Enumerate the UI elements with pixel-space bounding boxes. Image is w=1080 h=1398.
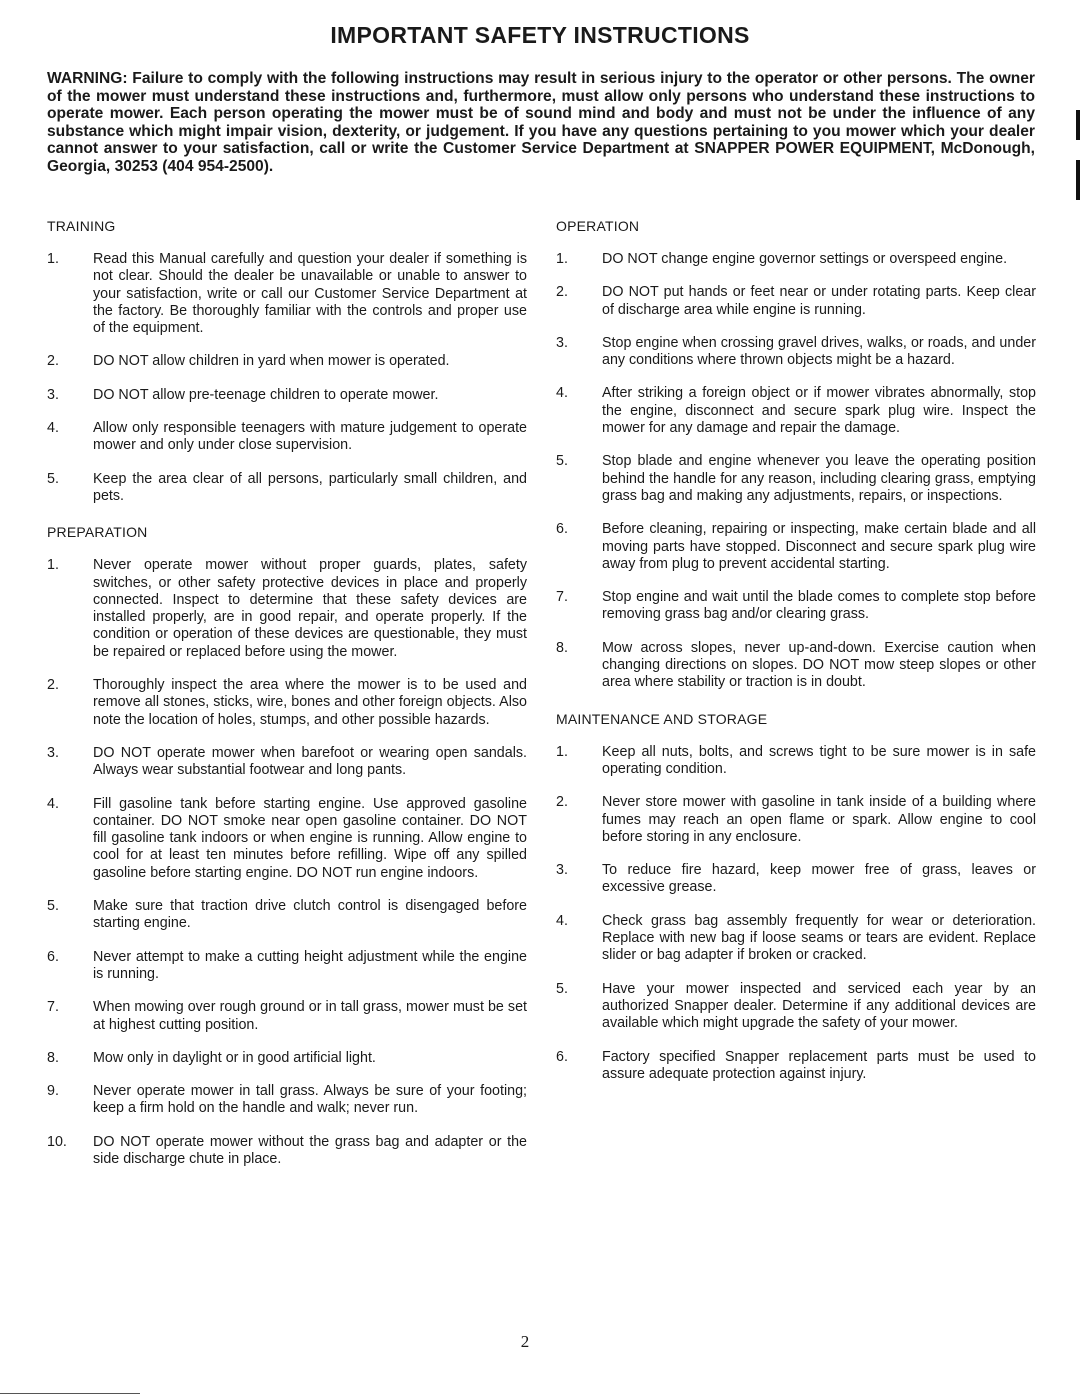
item-text: Stop engine when crossing gravel drives, walks, or roads, and under any conditions where thrown objects might be a hazard. (602, 334, 1036, 369)
maintenance-item (556, 913, 1036, 965)
operation-item (556, 640, 1036, 692)
preparation-item (47, 677, 527, 729)
operation-item (556, 521, 1036, 573)
item-number: 5. (556, 980, 568, 997)
preparation-item (47, 1083, 527, 1118)
training-item (47, 471, 527, 506)
item-number: 3. (47, 386, 59, 403)
maintenance-item (556, 862, 1036, 897)
operation-heading: OPERATION (556, 218, 640, 234)
scan-edge-mark (1076, 110, 1080, 140)
item-text: Never operate mower in tall grass. Always be sure of your footing; keep a firm hold on the handle and walk; never run. (93, 1083, 527, 1117)
preparation-item (47, 1134, 527, 1169)
item-number: 1. (556, 743, 568, 760)
maintenance-item (556, 981, 1036, 1033)
item-text: Never store mower with gasoline in tank inside of a building where fumes may reach an open flame or spark. Allow engine to cool before storing in any enclosure. (602, 794, 1036, 845)
training-item (47, 387, 527, 404)
item-text: Mow only in daylight or in good artificial light. (93, 1049, 376, 1066)
item-text: Have your mower inspected and serviced each year by an authorized Snapper dealer. Determine if any additional devices are available which might upgrade the safety of your mower. (602, 980, 1036, 1032)
item-text: Never operate mower without proper guards, plates, safety switches, or other safety protective devices in place and properly connected. Inspect to determine that these safety devices are installed properly, are in good repair, and operate properly. If the condition or operation of these devices are questionable, they must be repaired or replaced before using the mower. (93, 557, 527, 660)
item-number: 2. (556, 794, 568, 811)
preparation-item (47, 557, 527, 661)
item-number: 9. (47, 1083, 59, 1100)
right-column (556, 218, 1036, 1083)
maintenance-item (556, 744, 1036, 779)
maintenance-item (556, 794, 1036, 846)
item-number: 5. (556, 453, 568, 470)
maintenance-item (556, 1049, 1036, 1084)
preparation-item (47, 1050, 527, 1067)
item-number: 6. (556, 521, 568, 538)
item-text: DO NOT operate mower when barefoot or wearing open sandals. Always wear substantial footwear and long pants. (93, 744, 527, 779)
item-number: 7. (556, 589, 568, 606)
preparation-item (47, 745, 527, 780)
training-item (47, 420, 527, 455)
training-item (47, 251, 527, 337)
item-number: 1. (47, 251, 59, 267)
item-text: DO NOT allow pre-teenage children to operate mower. (93, 386, 439, 403)
training-heading: TRAINING (47, 218, 116, 234)
warning-paragraph: WARNING: Failure to comply with the following instructions may result in serious injury to the operator or other persons. The owner of the mower must understand these instructions and, furthermore, must allow only persons who understand these instructions to operate mower. Each person operating the mower must be of sound mind and body and must not be under the influence of any substance which might impair vision, dexterity, or judgement. If you have any questions pertaining to you mower which your dealer cannot answer to your satisfaction, call or write the Customer Service Department at SNAPPER POWER EQUIPMENT, McDonough, Georgia, 30253 (404 954-2500). (47, 70, 1035, 175)
operation-item (556, 284, 1036, 319)
item-text: Read this Manual carefully and question your dealer if something is not clear. Should the dealer be unavailable or unable to answer to your satisfaction, write or call our Customer Service Department at the factory. Be thoroughly familiar with the controls and proper use of the equipment. (93, 251, 527, 337)
operation-item (556, 385, 1036, 437)
item-number: 4. (47, 795, 59, 812)
item-number: 1. (556, 251, 568, 267)
preparation-item (47, 898, 527, 933)
item-number: 5. (47, 898, 59, 915)
item-number: 6. (556, 1048, 568, 1065)
item-number: 3. (556, 862, 568, 879)
item-text: To reduce fire hazard, keep mower free of grass, leaves or excessive grease. (602, 862, 1036, 896)
item-number: 8. (47, 1049, 59, 1066)
page-number: 2 (520, 1332, 530, 1351)
item-number: 8. (556, 639, 568, 656)
item-text: DO NOT operate mower without the grass bag and adapter or the side discharge chute in place. (93, 1133, 527, 1167)
item-text: Stop blade and engine whenever you leave the operating position behind the handle for any reason, including clearing grass, emptying grass bag and making any adjustments, repairs, or inspections. (602, 453, 1036, 504)
preparation-item (47, 949, 527, 984)
item-number: 4. (47, 420, 59, 437)
training-item (47, 353, 527, 370)
item-text: Thoroughly inspect the area where the mower is to be used and remove all stones, sticks, wire, bones and other foreign objects. Also note the location of holes, stumps, and other possible hazards. (93, 677, 527, 728)
item-number: 6. (47, 948, 59, 965)
item-text: Keep the area clear of all persons, particularly small children, and pets. (93, 470, 527, 504)
item-number: 2. (47, 677, 59, 694)
operation-item (556, 335, 1036, 370)
item-text: DO NOT allow children in yard when mower is operated. (93, 353, 450, 370)
item-number: 5. (47, 470, 59, 487)
item-text: Fill gasoline tank before starting engine. Use approved gasoline container. DO NOT smoke near open gasoline container. DO NOT fill gasoline tank indoors or when engine is running. Allow engine to cool for at least ten minutes before refilling. Wipe off any spilled gasoline before starting engine. DO NOT run engine indoors. (93, 795, 527, 881)
item-text: After striking a foreign object or if mower vibrates abnormally, stop the engine, disconnect and secure spark plug wire. Inspect the mower for any damage and repair the damage. (602, 385, 1036, 437)
item-text: Factory specified Snapper replacement parts must be used to assure adequate protection against injury. (602, 1048, 1036, 1082)
left-column (47, 218, 527, 1168)
item-text: Check grass bag assembly frequently for wear or deterioration. Replace with new bag if loose seams or tears are evident. Replace slider or bag adapter if broken or cracked. (602, 912, 1036, 964)
maintenance-heading: MAINTENANCE AND STORAGE (556, 710, 768, 727)
item-text: Make sure that traction drive clutch control is disengaged before starting engine. (93, 898, 527, 932)
item-number: 2. (47, 353, 59, 370)
scan-edge-mark (1076, 160, 1080, 200)
page-title: IMPORTANT SAFETY INSTRUCTIONS (330, 22, 750, 48)
preparation-item (47, 796, 527, 882)
item-text: When mowing over rough ground or in tall grass, mower must be set at highest cutting position. (93, 999, 527, 1033)
item-number: 4. (556, 385, 568, 402)
item-text: Allow only responsible teenagers with mature judgement to operate mower and only under close supervision. (93, 420, 527, 454)
item-number: 4. (556, 912, 568, 929)
item-number: 2. (556, 284, 568, 301)
preparation-item (47, 999, 527, 1034)
item-text: Never attempt to make a cutting height adjustment while the engine is running. (93, 948, 527, 982)
item-text: Mow across slopes, never up-and-down. Exercise caution when changing directions on slopes. DO NOT mow steep slopes or other area where stability or traction is in doubt. (602, 639, 1036, 691)
preparation-heading: PREPARATION (47, 524, 148, 541)
bottom-rule (0, 1393, 140, 1394)
operation-item (556, 453, 1036, 505)
item-number: 10. (47, 1133, 67, 1150)
item-text: DO NOT change engine governor settings or overspeed engine. (602, 251, 1008, 267)
item-number: 3. (556, 334, 568, 351)
operation-item (556, 251, 1036, 268)
item-number: 1. (47, 557, 59, 574)
item-text: Keep all nuts, bolts, and screws tight to be sure mower is in safe operating condition. (602, 743, 1036, 777)
operation-item (556, 589, 1036, 624)
item-number: 7. (47, 999, 59, 1016)
item-text: Stop engine and wait until the blade comes to complete stop before removing grass bag and/or clearing grass. (602, 589, 1036, 623)
item-text: Before cleaning, repairing or inspecting, make certain blade and all moving parts have stopped. Disconnect and secure spark plug wire away from plug to prevent accidental starting. (602, 521, 1036, 572)
item-number: 3. (47, 744, 59, 761)
item-text: DO NOT put hands or feet near or under rotating parts. Keep clear of discharge area while engine is running. (602, 284, 1036, 318)
